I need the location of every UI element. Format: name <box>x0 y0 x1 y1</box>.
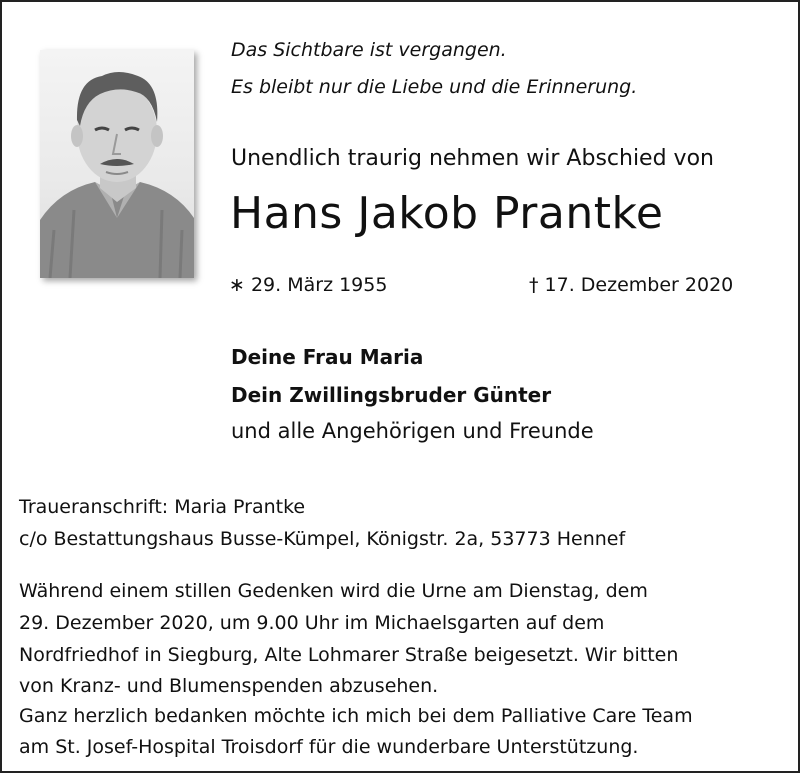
farewell-intro: Unendlich traurig nehmen wir Abschied von <box>231 146 714 171</box>
death-date: † 17. Dezember 2020 <box>529 274 734 296</box>
portrait-illustration <box>40 50 194 278</box>
announcement-line: von Kranz- und Blumenspenden abzusehen. <box>19 675 439 697</box>
quote-line-1: Das Sichtbare ist vergangen. <box>231 39 507 61</box>
deceased-name: Hans Jakob Prantke <box>230 188 664 239</box>
bereaved-relatives: und alle Angehörigen und Freunde <box>231 419 594 443</box>
quote-line-2: Es bleibt nur die Liebe und die Erinnerung. <box>231 76 638 98</box>
announcement-line: Nordfriedhof in Siegburg, Alte Lohmarer Straße beigesetzt. Wir bitten <box>19 644 679 666</box>
announcement-line: 29. Dezember 2020, um 9.00 Uhr im Michaelsgarten auf dem <box>19 612 605 634</box>
announcement-line: am St. Josef-Hospital Troisdorf für die wunderbare Unterstützung. <box>19 736 639 758</box>
portrait-photo <box>40 50 194 278</box>
mourning-address-line-1: Traueranschrift: Maria Prantke <box>19 496 306 518</box>
bereaved-brother: Dein Zwillingsbruder Günter <box>231 383 552 407</box>
bereaved-spouse: Deine Frau Maria <box>231 345 424 369</box>
mourning-address-line-2: c/o Bestattungshaus Busse-Kümpel, Königstr. 2a, 53773 Hennef <box>19 528 626 550</box>
announcement-line: Ganz herzlich bedanken möchte ich mich bei dem Palliative Care Team <box>19 705 693 727</box>
birth-date: ∗ 29. März 1955 <box>229 274 388 296</box>
announcement-line: Während einem stillen Gedenken wird die Urne am Dienstag, dem <box>19 580 648 602</box>
